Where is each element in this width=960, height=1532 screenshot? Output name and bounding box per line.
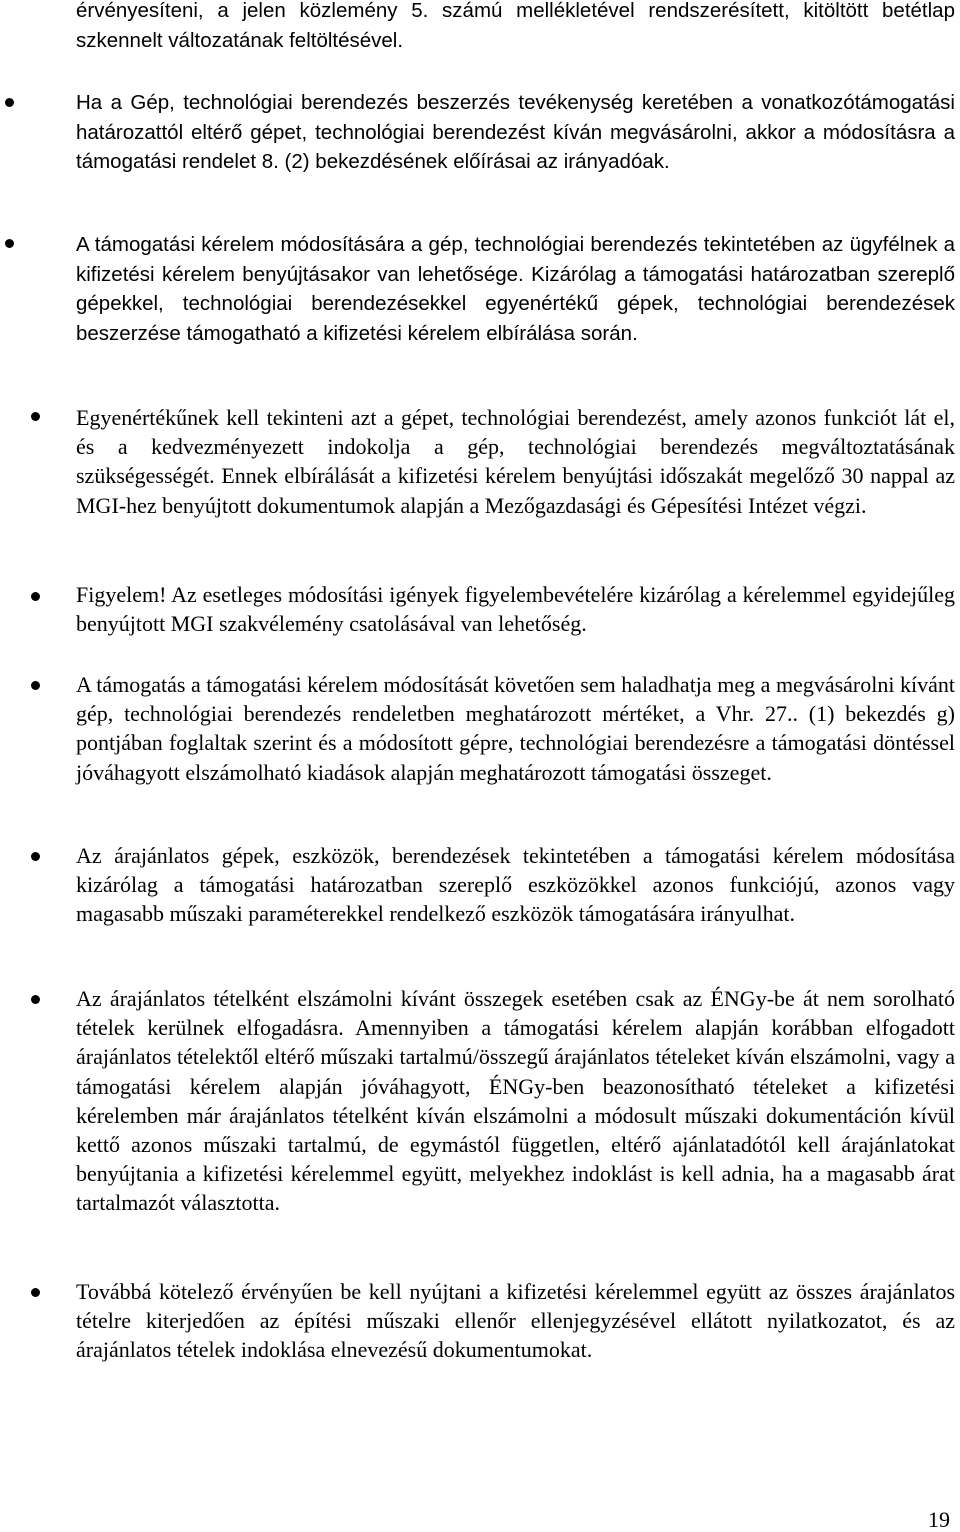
paragraph-2: A támogatási kérelem módosítására a gép, technológiai berendezés tekintetében az ügyfélnek a kifizetési kérelem benyújtásakor van lehetősége. Kizárólag a támogatási határozatban szereplő gépekkel, technológiai berendezésekkel egyenértékű gépek, technológiai berendezések beszerzése támogatható a kifizetési kérelem elbírálása során. <box>76 233 955 345</box>
bullet-icon <box>31 681 40 690</box>
paragraph-3: Egyenértékűnek kell tekinteni azt a gépet, technológiai berendezést, amely azonos funkciót lát el, és a kedvezményezett indokolja a gép, technológiai berendezés megváltoztatásának szükségességét. Ennek elbírálását a kifizetési kérelem benyújtási időszakát megelőző 30 nappal az MGI-hez benyújtott dokumentumok alapján a Mezőgazdasági és Gépesítési Intézet végzi. <box>76 405 955 518</box>
paragraph-4: Figyelem! Az esetleges módosítási igények figyelembevételére kizárólag a kérelemmel egyidejűleg benyújtott MGI szakvélemény csatolásával van lehetőség. <box>76 582 955 637</box>
bullet-icon <box>31 592 40 601</box>
paragraph-6: Az árajánlatos gépek, eszközök, berendezések tekintetében a támogatási kérelem módosítása kizárólag a támogatási határozatban szereplő eszközökkel azonos funkciójú, azonos vagy magasabb műszaki paraméterekkel rendelkező eszközök támogatására irányulhat. <box>76 843 955 927</box>
paragraph-5: A támogatás a támogatási kérelem módosítását követően sem haladhatja meg a megvásárolni kívánt gép, technológiai berendezés rendeletben meghatározott mértéket, a Vhr. 27.. (1) bekezdés g) pontjában foglaltak szerint és a módosított gépre, technológiai berendezésre a támogatási döntéssel jóváhagyott elszámolható kiadások alapján meghatározott támogatási összeget. <box>76 672 955 785</box>
bullet-icon <box>5 239 14 248</box>
bullet-icon <box>31 1288 40 1297</box>
page-number: 19 <box>928 1507 950 1532</box>
bullet-icon <box>31 995 40 1004</box>
paragraph-8: Továbbá kötelező érvényűen be kell nyújtani a kifizetési kérelemmel együtt az összes árajánlatos tételre kiterjedően az építési műszaki ellenőr ellenjegyzésével ellátott nyilatkozatot, és az árajánlatos tételek indoklása elnevezésű dokumentumokat. <box>76 1279 955 1363</box>
bullet-icon <box>31 852 40 861</box>
paragraph-1: Ha a Gép, technológiai berendezés beszerzés tevékenység keretében a vonatkozótámogatási határozattól eltérő gépet, technológiai berendezést kíván megvásárolni, akkor a módosításra a támogatási rendelet 8. (2) bekezdésének előírásai az irányadóak. <box>76 91 955 173</box>
bullet-icon <box>31 412 40 421</box>
intro-continuation-paragraph: érvényesíteni, a jelen közlemény 5. számú mellékletével rendszerésített, kitöltött betétlap szkennelt változatának feltöltésével. <box>76 0 955 52</box>
paragraph-7: Az árajánlatos tételként elszámolni kívánt összegek esetében csak az ÉNGy-be át nem sorolható tételek kerülnek elfogadásra. Amennyiben a támogatási kérelem alapján korábban elfogadott árajánlatos tételektől eltérő műszaki tartalmú/összegű árajánlatos tételeket kíván elszámolni, vagy a támogatási kérelem alapján jóváhagyott, ÉNGy-ben beazonosítható tételeket a kifizetési kérelemben már árajánlatos tételként kíván elszámolni a módosult műszaki dokumentáción kívül kettő azonos műszaki tartalmú, de egymástól független, eltérő ajánlatadótól kell árajánlatokat benyújtania a kifizetési kérelemmel együtt, melyekhez indoklást is kell adnia, ha a magasabb árat tartalmazót választotta. <box>76 986 955 1216</box>
bullet-icon <box>5 98 14 107</box>
